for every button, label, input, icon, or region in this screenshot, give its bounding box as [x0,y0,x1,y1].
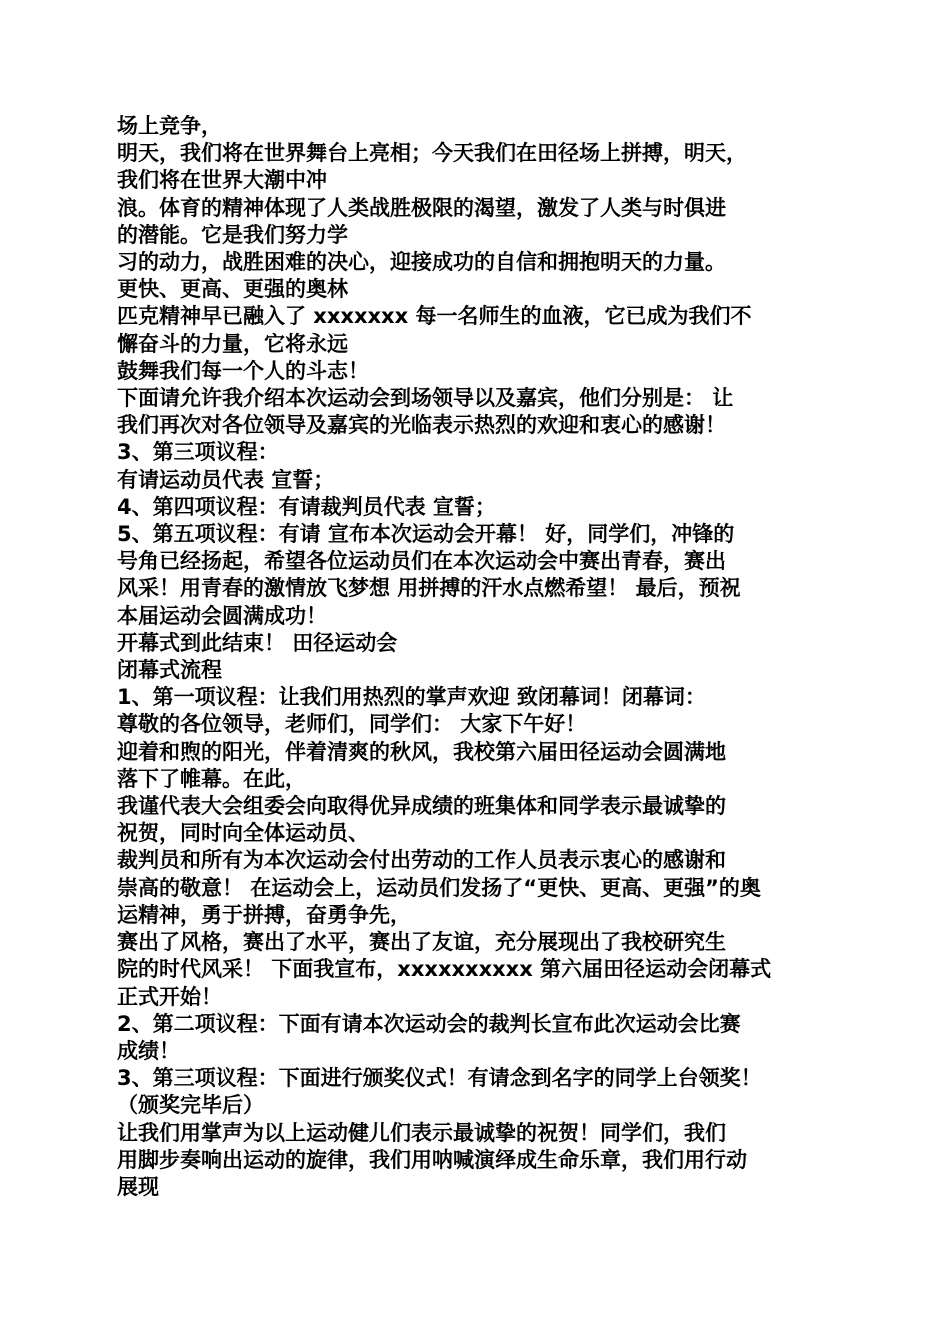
text-line: 运精神，勇于拼搏，奋勇争先， [117,902,411,927]
text-line: 1、第一项议程：让我们用热烈的掌声欢迎 致闭幕词！闭幕词： [117,685,706,710]
text-line: 祝贺，同时向全体运动员、 [117,821,369,846]
text-line: 开幕式到此结束！ 田径运动会 [117,630,398,655]
text-line: 我们将在世界大潮中冲 [117,168,327,193]
text-line: 正式开始！ [117,984,222,1009]
text-line: 明天，我们将在世界舞台上亮相；今天我们在田径场上拼搏，明天， [117,141,747,166]
text-line: 更快、更高、更强的奥林 [117,277,348,302]
text-line: 的潜能。它是我们努力学 [117,222,348,247]
text-line: 浪。体育的精神体现了人类战胜极限的渴望，激发了人类与时俱进 [117,195,726,220]
text-line: 懈奋斗的力量，它将永远 [117,331,348,356]
text-line: 场上竞争， [117,114,222,138]
text-line: 风采！用青春的激情放飞梦想 用拼搏的汗水点燃希望！ 最后，预祝 [117,576,741,601]
text-line: 崇高的敬意！ 在运动会上，运动员们发扬了“更快、更高、更强”的奥 [117,875,761,900]
text-line: 迎着和煦的阳光，伴着清爽的秋风，我校第六届田径运动会圆满地 [117,739,726,764]
text-line: 闭幕式流程 [117,658,222,683]
text-line: 裁判员和所有为本次运动会付出劳动的工作人员表示衷心的感谢和 [117,848,726,873]
text-line: 4、第四项议程：有请裁判员代表 宣誓； [117,494,496,519]
text-line: 落下了帷幕。在此， [117,766,306,791]
text-line: 本届运动会圆满成功！ [117,603,327,628]
text-line: 成绩！ [117,1038,180,1063]
text-line: 尊敬的各位领导，老师们，同学们： 大家下午好！ [117,712,587,737]
text-line: 3、第三项议程：下面进行颁奖仪式！有请念到名字的同学上台领奖！ [117,1066,762,1091]
text-line: 我谨代表大会组委会向取得优异成绩的班集体和同学表示最诚挚的 [117,794,726,819]
text-line: （颁奖完毕后） [117,1093,264,1118]
text-line: 院的时代风采！ 下面我宣布，xxxxxxxxxx 第六届田径运动会闭幕式 [117,957,772,982]
text-line: 号角已经扬起，希望各位运动员们在本次运动会中赛出青春，赛出 [117,549,726,574]
text-line: 习的动力，战胜困难的决心，迎接成功的自信和拥抱明天的力量。 [117,250,726,275]
text-line: 展现 [117,1174,159,1199]
text-line: 3、第三项议程： [117,440,279,465]
text-line: 赛出了风格，赛出了水平，赛出了友谊，充分展现出了我校研究生 [117,930,726,955]
text-line: 用脚步奏响出运动的旋律，我们用呐喊演绎成生命乐章，我们用行动 [117,1147,747,1172]
document-body [117,113,847,1201]
text-line: 5、第五项议程：有请 宣布本次运动会开幕！ 好，同学们，冲锋的 [117,522,735,547]
text-line: 匹克精神早已融入了 xxxxxxx 每一名师生的血液，它已成为我们不 [117,304,752,329]
text-line: 有请运动员代表 宣誓； [117,467,335,492]
text-line: 2、第二项议程：下面有请本次运动会的裁判长宣布此次运动会比赛 [117,1011,741,1036]
text-line: 让我们用掌声为以上运动健儿们表示最诚挚的祝贺！同学们，我们 [117,1120,726,1145]
text-line: 我们再次对各位领导及嘉宾的光临表示热烈的欢迎和衷心的感谢！ [117,413,726,438]
text-line: 下面请允许我介绍本次运动会到场领导以及嘉宾，他们分别是： 让 [117,386,734,411]
text-line: 鼓舞我们每一个人的斗志！ [117,358,369,383]
